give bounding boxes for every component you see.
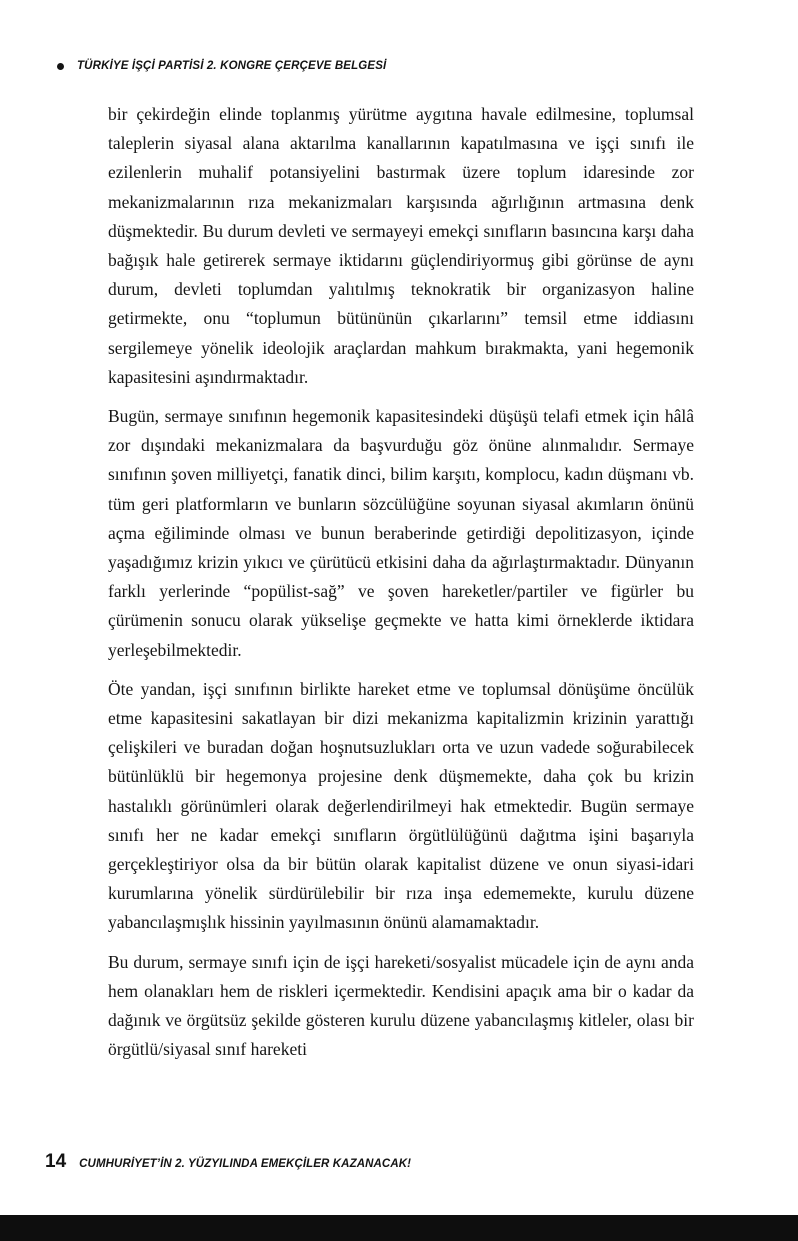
page-number: 14 (45, 1151, 67, 1172)
body-text (108, 100, 694, 1075)
page-footer (45, 1151, 411, 1173)
paragraph: Öte yandan, işçi sınıfının birlikte hareket etme ve toplumsal dönüşüme öncülük etme kapasitesini sakatlayan bir dizi mekanizma kapitalizmin krizinin yarattığı çelişkileri ve buradan doğan hoşnutsuzlukları orta ve uzun vadede soğurabilecek bütünlüklü bir hegemonya projesine denk düşmemekte, daha çok bu krizin hastalıklı görünümleri olarak değerlendirilmeyi hak etmektedir. Bugün sermaye sınıfı her ne kadar emekçi sınıfların örgütlülüğünü dağıtma işini başarıyla gerçekleştiriyor olsa da bir bütün olarak kapitalist düzene ve onun siyasi-idari kurumlarına yönelik sürdürülebilir bir rıza inşa edememekte, kurulu düzene yabancılaşmışlık hissinin yayılmasının önünü alamamaktadır. (108, 678, 694, 933)
paragraph: Bugün, sermaye sınıfının hegemonik kapasitesindeki düşüşü telafi etmek için hâlâ zor dışındaki mekanizmalara da başvurduğu göz önüne alınmalıdır. Sermaye sınıfının şoven milliyetçi, fanatik dinci, bilim karşıtı, komplocu, kadın düşmanı vb. tüm geri platformların ve bunların sözcülüğüne soyunan siyasal akımların önünü açma eğiliminde olması ve bunun beraberinde getirdiği depolitizasyon, içinde yaşadığımız krizin yıkıcı ve çürütücü etkisini daha da ağırlaştırmaktadır. Dünyanın farklı yerlerinde “popülist-sağ” ve şoven hareketler/partiler ve figürler bu çürümenin sonucu olarak yükselişe geçmekte ve hatta kimi örneklerde iktidara yerleşebilmektedir. (108, 406, 694, 660)
running-header-title: TÜRKİYE İŞÇİ PARTİSİ 2. KONGRE ÇERÇEVE BELGESİ (77, 60, 387, 72)
bullet-icon (57, 63, 64, 70)
footer-slogan: CUMHURİYET’İN 2. YÜZYILINDA EMEKÇİLER KAZANACAK! (79, 1158, 412, 1170)
paragraph: Bu durum, sermaye sınıfı için de işçi hareketi/sosyalist mücadele için de aynı anda hem olanakları hem de riskleri içermektedir. Kendisini apaçık ama bir o kadar da dağınık ve örgütsüz şekilde gösteren kurulu düzene yabancılaşmış kitleler, olası bir örgütlü/siyasal sınıf hareketi (108, 951, 694, 1060)
paragraph: bir çekirdeğin elinde toplanmış yürütme aygıtına havale edilmesine, toplumsal taleplerin siyasal alana aktarılma kanallarının kapatılmasına ve işçi sınıfı ile ezilenlerin muhalif potansiyelini bastırmak üzere toplum idaresinde zor mekanizmalarının rıza mekanizmaları karşısında ağırlığının artmasına denk düşmektedir. Bu durum devleti ve sermayeyi emekçi sınıfların basıncına karşı daha bağışık hale getirerek sermaye iktidarını güçlendiriyormuş gibi görünse de aynı durum, devleti toplumdan yalıtılmış teknokratik bir organizasyon haline getirmekte, onu “toplumun bütününün çıkarlarını” temsil etme iddiasını sergilemeye yönelik ideolojik araçlardan mahkum bırakmakta, yani hegemonik kapasitesini aşındırmaktadır. (108, 104, 694, 387)
page-header (57, 60, 386, 72)
bottom-black-bar (0, 1215, 798, 1241)
